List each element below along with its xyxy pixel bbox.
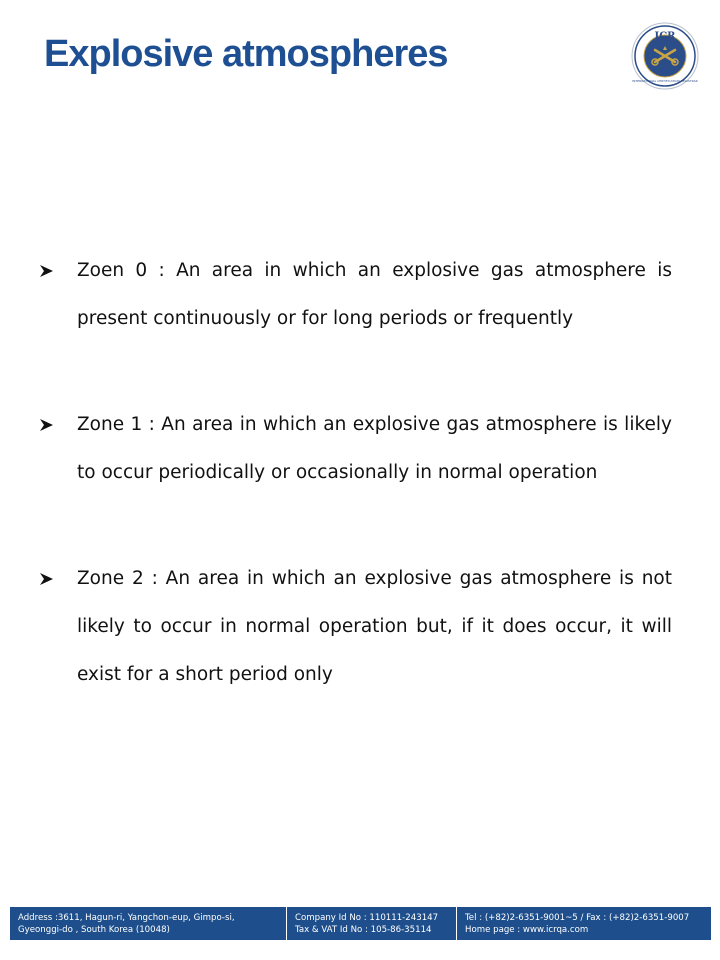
list-item	[40, 555, 672, 699]
zone-1-text: Zone 1 : An area in which an explosive gas atmosphere is likely to occur periodically or occasionally in normal operation	[77, 414, 672, 483]
tel-fax: Tel : (+82)2-6351-9001~5 / Fax : (+82)2-6351-9007	[465, 913, 690, 923]
icr-seal-logo	[631, 22, 699, 90]
company-id: Company Id No : 110111-243147	[295, 913, 439, 923]
arrow-bullet-icon	[40, 247, 54, 295]
zone-0-text: Zoen 0 : An area in which an explosive gas atmosphere is present continuously or for long periods or frequently	[77, 260, 672, 329]
list-item	[40, 247, 672, 343]
tax-id: Tax & VAT Id No : 105-86-35114	[295, 925, 432, 935]
logo-ring-text: INTERNATIONAL CERTIFICATION REGISTRAR	[632, 79, 698, 83]
zone-2-text: Zone 2 : An area in which an explosive gas atmosphere is not likely to occur in normal operation but, if it does occur, it will exist for a short period only	[77, 568, 672, 685]
list-item	[40, 401, 672, 497]
address-line-1: Address :3611, Hagun-ri, Yangchon-eup, Gimpo-si,	[18, 913, 235, 923]
zone-definitions-list	[40, 247, 672, 699]
page-title: Explosive atmospheres	[44, 33, 448, 75]
footer-contact	[456, 907, 711, 940]
footer-address	[10, 907, 286, 940]
footer-bar	[10, 907, 711, 940]
footer-company-ids	[286, 907, 456, 940]
address-line-2: Gyeonggi-do , South Korea (10048)	[18, 925, 170, 935]
arrow-bullet-icon	[40, 555, 54, 603]
logo-text: ICR	[654, 31, 676, 42]
arrow-bullet-icon	[40, 401, 54, 449]
homepage-link[interactable]: Home page : www.icrqa.com	[465, 925, 589, 935]
